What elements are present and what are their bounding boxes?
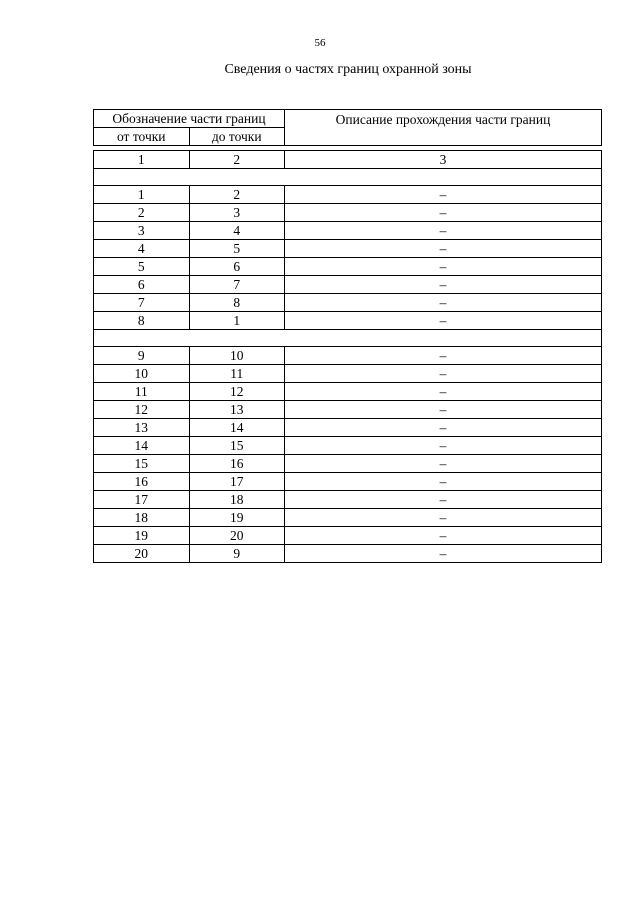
header-to-point: до точки bbox=[189, 128, 285, 146]
table-row bbox=[94, 258, 602, 276]
table-row bbox=[94, 419, 602, 437]
description-cell: – bbox=[285, 437, 602, 455]
from-point-cell: 7 bbox=[94, 294, 190, 312]
to-point-cell: 14 bbox=[189, 419, 285, 437]
table-row bbox=[94, 365, 602, 383]
to-point-cell: 12 bbox=[189, 383, 285, 401]
table-row bbox=[94, 401, 602, 419]
description-cell: – bbox=[285, 545, 602, 563]
table-row bbox=[94, 383, 602, 401]
document-title: Сведения о частях границ охранной зоны bbox=[224, 62, 472, 77]
from-point-cell: 15 bbox=[94, 455, 190, 473]
to-point-cell: 18 bbox=[189, 491, 285, 509]
description-cell: – bbox=[285, 365, 602, 383]
description-cell: – bbox=[285, 258, 602, 276]
to-point-cell: 16 bbox=[189, 455, 285, 473]
from-point-cell: 14 bbox=[94, 437, 190, 455]
description-cell: – bbox=[285, 347, 602, 365]
to-point-cell: 19 bbox=[189, 509, 285, 527]
to-point-cell: 13 bbox=[189, 401, 285, 419]
page-number: 56 bbox=[314, 37, 326, 49]
to-point-cell: 4 bbox=[189, 222, 285, 240]
from-point-cell: 8 bbox=[94, 312, 190, 330]
group-separator-row bbox=[94, 169, 602, 186]
table-row bbox=[94, 240, 602, 258]
from-point-cell: 4 bbox=[94, 240, 190, 258]
description-cell: – bbox=[285, 204, 602, 222]
to-point-cell: 11 bbox=[189, 365, 285, 383]
table-row bbox=[94, 455, 602, 473]
from-point-cell: 2 bbox=[94, 204, 190, 222]
header-from-point: от точки bbox=[94, 128, 190, 146]
to-point-cell: 3 bbox=[189, 204, 285, 222]
table-row bbox=[94, 186, 602, 204]
from-point-cell: 17 bbox=[94, 491, 190, 509]
table-row bbox=[94, 545, 602, 563]
description-cell: – bbox=[285, 383, 602, 401]
to-point-cell: 8 bbox=[189, 294, 285, 312]
to-point-cell: 7 bbox=[189, 276, 285, 294]
description-cell: – bbox=[285, 491, 602, 509]
description-cell: – bbox=[285, 294, 602, 312]
description-cell: – bbox=[285, 419, 602, 437]
header-boundary-description: Описание прохождения части границ bbox=[285, 110, 602, 146]
table-row bbox=[94, 276, 602, 294]
from-point-cell: 10 bbox=[94, 365, 190, 383]
column-numbers-row bbox=[94, 151, 602, 169]
description-cell: – bbox=[285, 509, 602, 527]
group-label bbox=[94, 169, 602, 186]
table-row bbox=[94, 294, 602, 312]
column-number: 1 bbox=[94, 151, 190, 169]
from-point-cell: 3 bbox=[94, 222, 190, 240]
description-cell: – bbox=[285, 240, 602, 258]
table-body bbox=[94, 110, 602, 563]
description-cell: – bbox=[285, 312, 602, 330]
table-row bbox=[94, 491, 602, 509]
to-point-cell: 9 bbox=[189, 545, 285, 563]
to-point-cell: 10 bbox=[189, 347, 285, 365]
table-row bbox=[94, 312, 602, 330]
description-cell: – bbox=[285, 401, 602, 419]
to-point-cell: 1 bbox=[189, 312, 285, 330]
table-row bbox=[94, 222, 602, 240]
to-point-cell: 2 bbox=[189, 186, 285, 204]
to-point-cell: 17 bbox=[189, 473, 285, 491]
header-boundary-designation: Обозначение части границ bbox=[94, 110, 285, 128]
from-point-cell: 20 bbox=[94, 545, 190, 563]
group-separator-row bbox=[94, 330, 602, 347]
group-label bbox=[94, 330, 602, 347]
description-cell: – bbox=[285, 527, 602, 545]
table-row bbox=[94, 509, 602, 527]
from-point-cell: 5 bbox=[94, 258, 190, 276]
boundary-parts-table bbox=[93, 109, 602, 563]
description-cell: – bbox=[285, 455, 602, 473]
description-cell: – bbox=[285, 276, 602, 294]
from-point-cell: 16 bbox=[94, 473, 190, 491]
from-point-cell: 19 bbox=[94, 527, 190, 545]
from-point-cell: 18 bbox=[94, 509, 190, 527]
from-point-cell: 1 bbox=[94, 186, 190, 204]
column-number: 3 bbox=[285, 151, 602, 169]
to-point-cell: 5 bbox=[189, 240, 285, 258]
table-row bbox=[94, 527, 602, 545]
to-point-cell: 6 bbox=[189, 258, 285, 276]
from-point-cell: 9 bbox=[94, 347, 190, 365]
table-row bbox=[94, 473, 602, 491]
to-point-cell: 20 bbox=[189, 527, 285, 545]
from-point-cell: 12 bbox=[94, 401, 190, 419]
table-header-row bbox=[94, 110, 602, 128]
from-point-cell: 6 bbox=[94, 276, 190, 294]
table-row bbox=[94, 204, 602, 222]
to-point-cell: 15 bbox=[189, 437, 285, 455]
from-point-cell: 11 bbox=[94, 383, 190, 401]
column-number: 2 bbox=[189, 151, 285, 169]
table-row bbox=[94, 437, 602, 455]
table-row bbox=[94, 347, 602, 365]
description-cell: – bbox=[285, 473, 602, 491]
description-cell: – bbox=[285, 222, 602, 240]
description-cell: – bbox=[285, 186, 602, 204]
from-point-cell: 13 bbox=[94, 419, 190, 437]
